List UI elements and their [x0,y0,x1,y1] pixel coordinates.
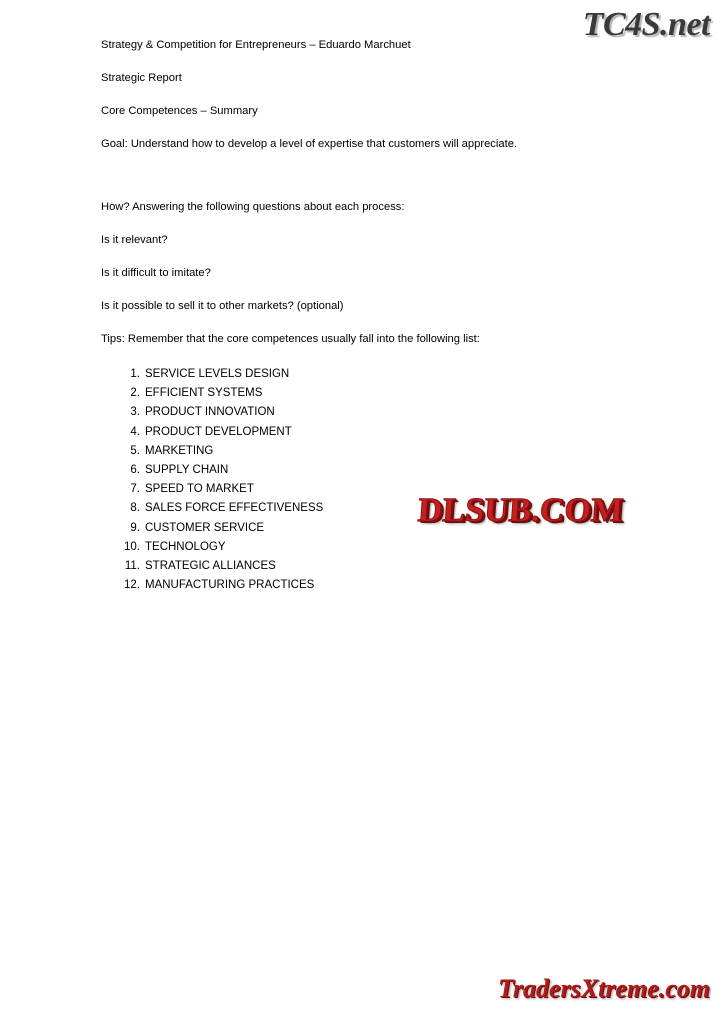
document-header-line: Strategy & Competition for Entrepreneurs – Eduardo Marchuet [101,39,411,51]
list-item [124,576,621,595]
list-item-label: SPEED TO MARKET [145,483,254,496]
paragraph-question-imitate: Is it difficult to imitate? [101,267,211,279]
list-item-label: PRODUCT INNOVATION [145,406,275,419]
list-item-label: CUSTOMER SERVICE [145,521,265,534]
list-item-label: TECHNOLOGY [145,540,226,553]
list-item-number: 7. [130,483,140,496]
list-item-number: 6. [130,464,140,477]
list-item [130,365,621,384]
list-item-label: SUPPLY CHAIN [145,464,229,477]
list-item-number: 3. [130,406,140,419]
list-item-label: SALES FORCE EFFECTIVENESS [145,502,324,515]
list-item [124,538,621,557]
list-item-number: 2. [130,387,140,400]
paragraph-question-relevant: Is it relevant? [101,234,168,246]
watermark-bottom-right: TradersXtreme.com [497,974,710,1003]
paragraph-strategic-report: Strategic Report [101,72,182,84]
core-competences-list [101,365,621,595]
list-item [124,557,621,576]
paragraph-goal: Goal: Understand how to develop a level of expertise that customers will appreciate. [101,138,518,150]
list-item-number: 4. [130,425,140,438]
list-item-number: 5. [130,444,140,457]
paragraph-how: How? Answering the following questions about each process: [101,201,405,213]
paragraph-core-competences-summary: Core Competences – Summary [101,105,258,117]
list-item-number: 8. [130,502,140,515]
list-item-number: 9. [130,521,140,534]
list-item [130,442,621,461]
paragraph-tips: Tips: Remember that the core competences usually fall into the following list: [101,333,480,345]
list-item [130,461,621,480]
list-item-number: 12. [124,579,140,592]
list-item [130,384,621,403]
watermark-top-right: TC4S.net [582,6,710,43]
list-item-label: STRATEGIC ALLIANCES [145,560,276,573]
list-item-label: SERVICE LEVELS DESIGN [145,368,290,380]
watermark-center: DLSUB.COM [416,492,625,529]
paragraph-question-other-markets: Is it possible to sell it to other markets? (optional) [101,300,344,312]
list-item [130,403,621,422]
list-item [130,423,621,442]
list-item-label: MARKETING [145,444,214,457]
list-item-number: 10. [124,540,140,553]
list-item-number: 11. [124,560,140,573]
list-item-label: MANUFACTURING PRACTICES [145,579,315,592]
list-item-label: PRODUCT DEVELOPMENT [145,425,292,438]
list-item-label: EFFICIENT SYSTEMS [145,387,263,400]
list-item-number: 1. [130,368,140,380]
